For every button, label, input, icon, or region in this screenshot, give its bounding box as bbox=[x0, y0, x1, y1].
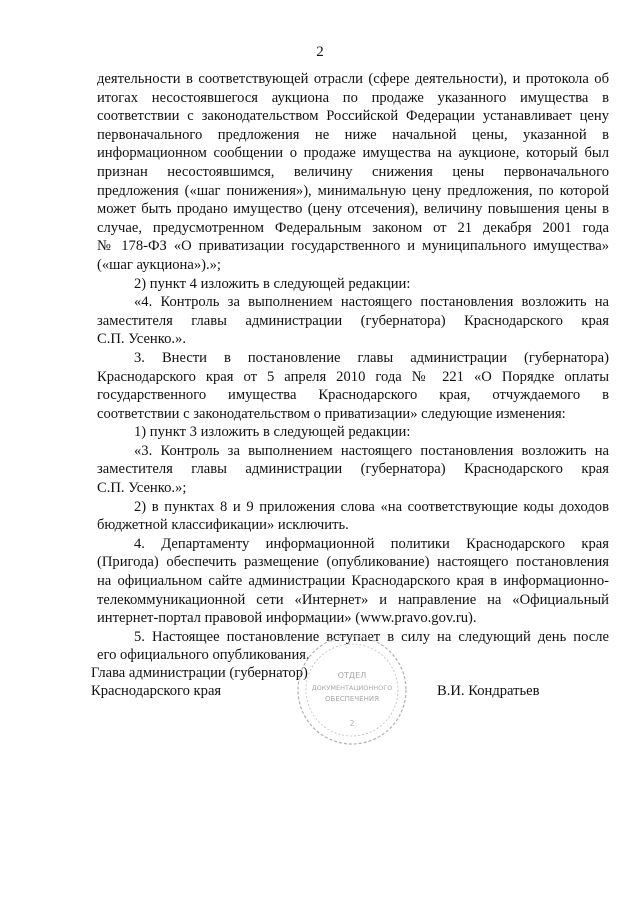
text-line: итогах несостоявшегося аукциона по продаже указанного имущества в bbox=[97, 89, 609, 106]
page-number: 2 bbox=[316, 44, 324, 60]
text-line: телекоммуникационной сети «Интернет» и направление на «Официальный bbox=[97, 591, 609, 608]
text-line: соответствии с законодательством Российской Федерации устанавливает цену bbox=[97, 108, 609, 125]
text-line: 2) пункт 4 изложить в следующей редакции: bbox=[134, 275, 411, 292]
text-line: соответствии с законодательством о приватизации» следующие изменения: bbox=[97, 405, 566, 422]
text-line: (Пригода) обеспечить размещение (опубликование) настоящего постановления bbox=[97, 554, 609, 571]
text-line: его официального опубликования. bbox=[97, 647, 310, 664]
text-line: деятельности в соответствующей отрасли (сфере деятельности), и протокола об bbox=[97, 71, 609, 87]
svg-text:ДОКУМЕНТАЦИОННОГО: ДОКУМЕНТАЦИОННОГО bbox=[311, 684, 393, 692]
document-body bbox=[97, 70, 609, 665]
text-line: заместителя главы администрации (губернатора) Краснодарского края bbox=[97, 312, 609, 329]
text-line: информационном сообщении о продаже имущества на аукционе, который был bbox=[97, 145, 609, 162]
text-line: «3. Контроль за выполнением настоящего постановления возложить на bbox=[134, 442, 609, 459]
text-line: признан несостоявшимся, величину снижения цены первоначального bbox=[97, 163, 609, 180]
text-line: 1) пункт 3 изложить в следующей редакции: bbox=[134, 424, 411, 441]
text-line: интернет-портал правовой информации» (www.pravo.gov.ru). bbox=[97, 610, 477, 627]
signatory-title-line1: Глава администрации (губернатор) bbox=[91, 665, 308, 681]
text-line: 3. Внести в постановление главы администрации (губернатора) bbox=[134, 349, 609, 366]
text-line: предложения («шаг понижения»), минимальную цену предложения, по которой bbox=[97, 182, 609, 199]
svg-text:2: 2 bbox=[349, 719, 355, 728]
text-line: бюджетной классификации» исключить. bbox=[97, 517, 349, 534]
text-line: первоначального предложения не ниже начальной цены, указанной в bbox=[97, 126, 609, 143]
text-line: случае, предусмотренном Федеральным законом от 21 декабря 2001 года bbox=[97, 219, 609, 236]
text-line: может быть продано имущество (цену отсечения), величину повышения цены в bbox=[97, 201, 609, 218]
text-line: заместителя главы администрации (губернатора) Краснодарского края bbox=[97, 461, 609, 478]
svg-text:ОБЕСПЕЧЕНИЯ: ОБЕСПЕЧЕНИЯ bbox=[325, 695, 379, 703]
svg-text:ОТДЕЛ: ОТДЕЛ bbox=[337, 671, 367, 680]
text-line: на официальном сайте администрации Краснодарского края в информационно- bbox=[97, 573, 609, 590]
text-line: Краснодарского края от 5 апреля 2010 года № 221 «О Порядке оплаты bbox=[97, 368, 609, 385]
signatory-name: В.И. Кондратьев bbox=[437, 683, 540, 699]
signatory-title-line2: Краснодарского края bbox=[91, 683, 222, 699]
official-stamp bbox=[292, 630, 412, 750]
text-line: государственного имущества Краснодарского края, отчуждаемого в bbox=[97, 387, 609, 404]
text-line: «4. Контроль за выполнением настоящего постановления возложить на bbox=[134, 294, 609, 311]
text-line: 2) в пунктах 8 и 9 приложения слова «на соответствующие коды доходов bbox=[134, 498, 609, 515]
text-line: 4. Департаменту информационной политики Краснодарского края bbox=[134, 535, 609, 552]
text-line: № 178-ФЗ «О приватизации государственного и муниципального имущества» bbox=[97, 238, 609, 255]
text-line: С.П. Усенко.». bbox=[97, 331, 186, 348]
text-line: 5. Настоящее постановление вступает в силу на следующий день после bbox=[134, 628, 609, 645]
text-line: С.П. Усенко.»; bbox=[97, 480, 187, 497]
text-line: («шаг аукциона»).»; bbox=[97, 256, 221, 273]
